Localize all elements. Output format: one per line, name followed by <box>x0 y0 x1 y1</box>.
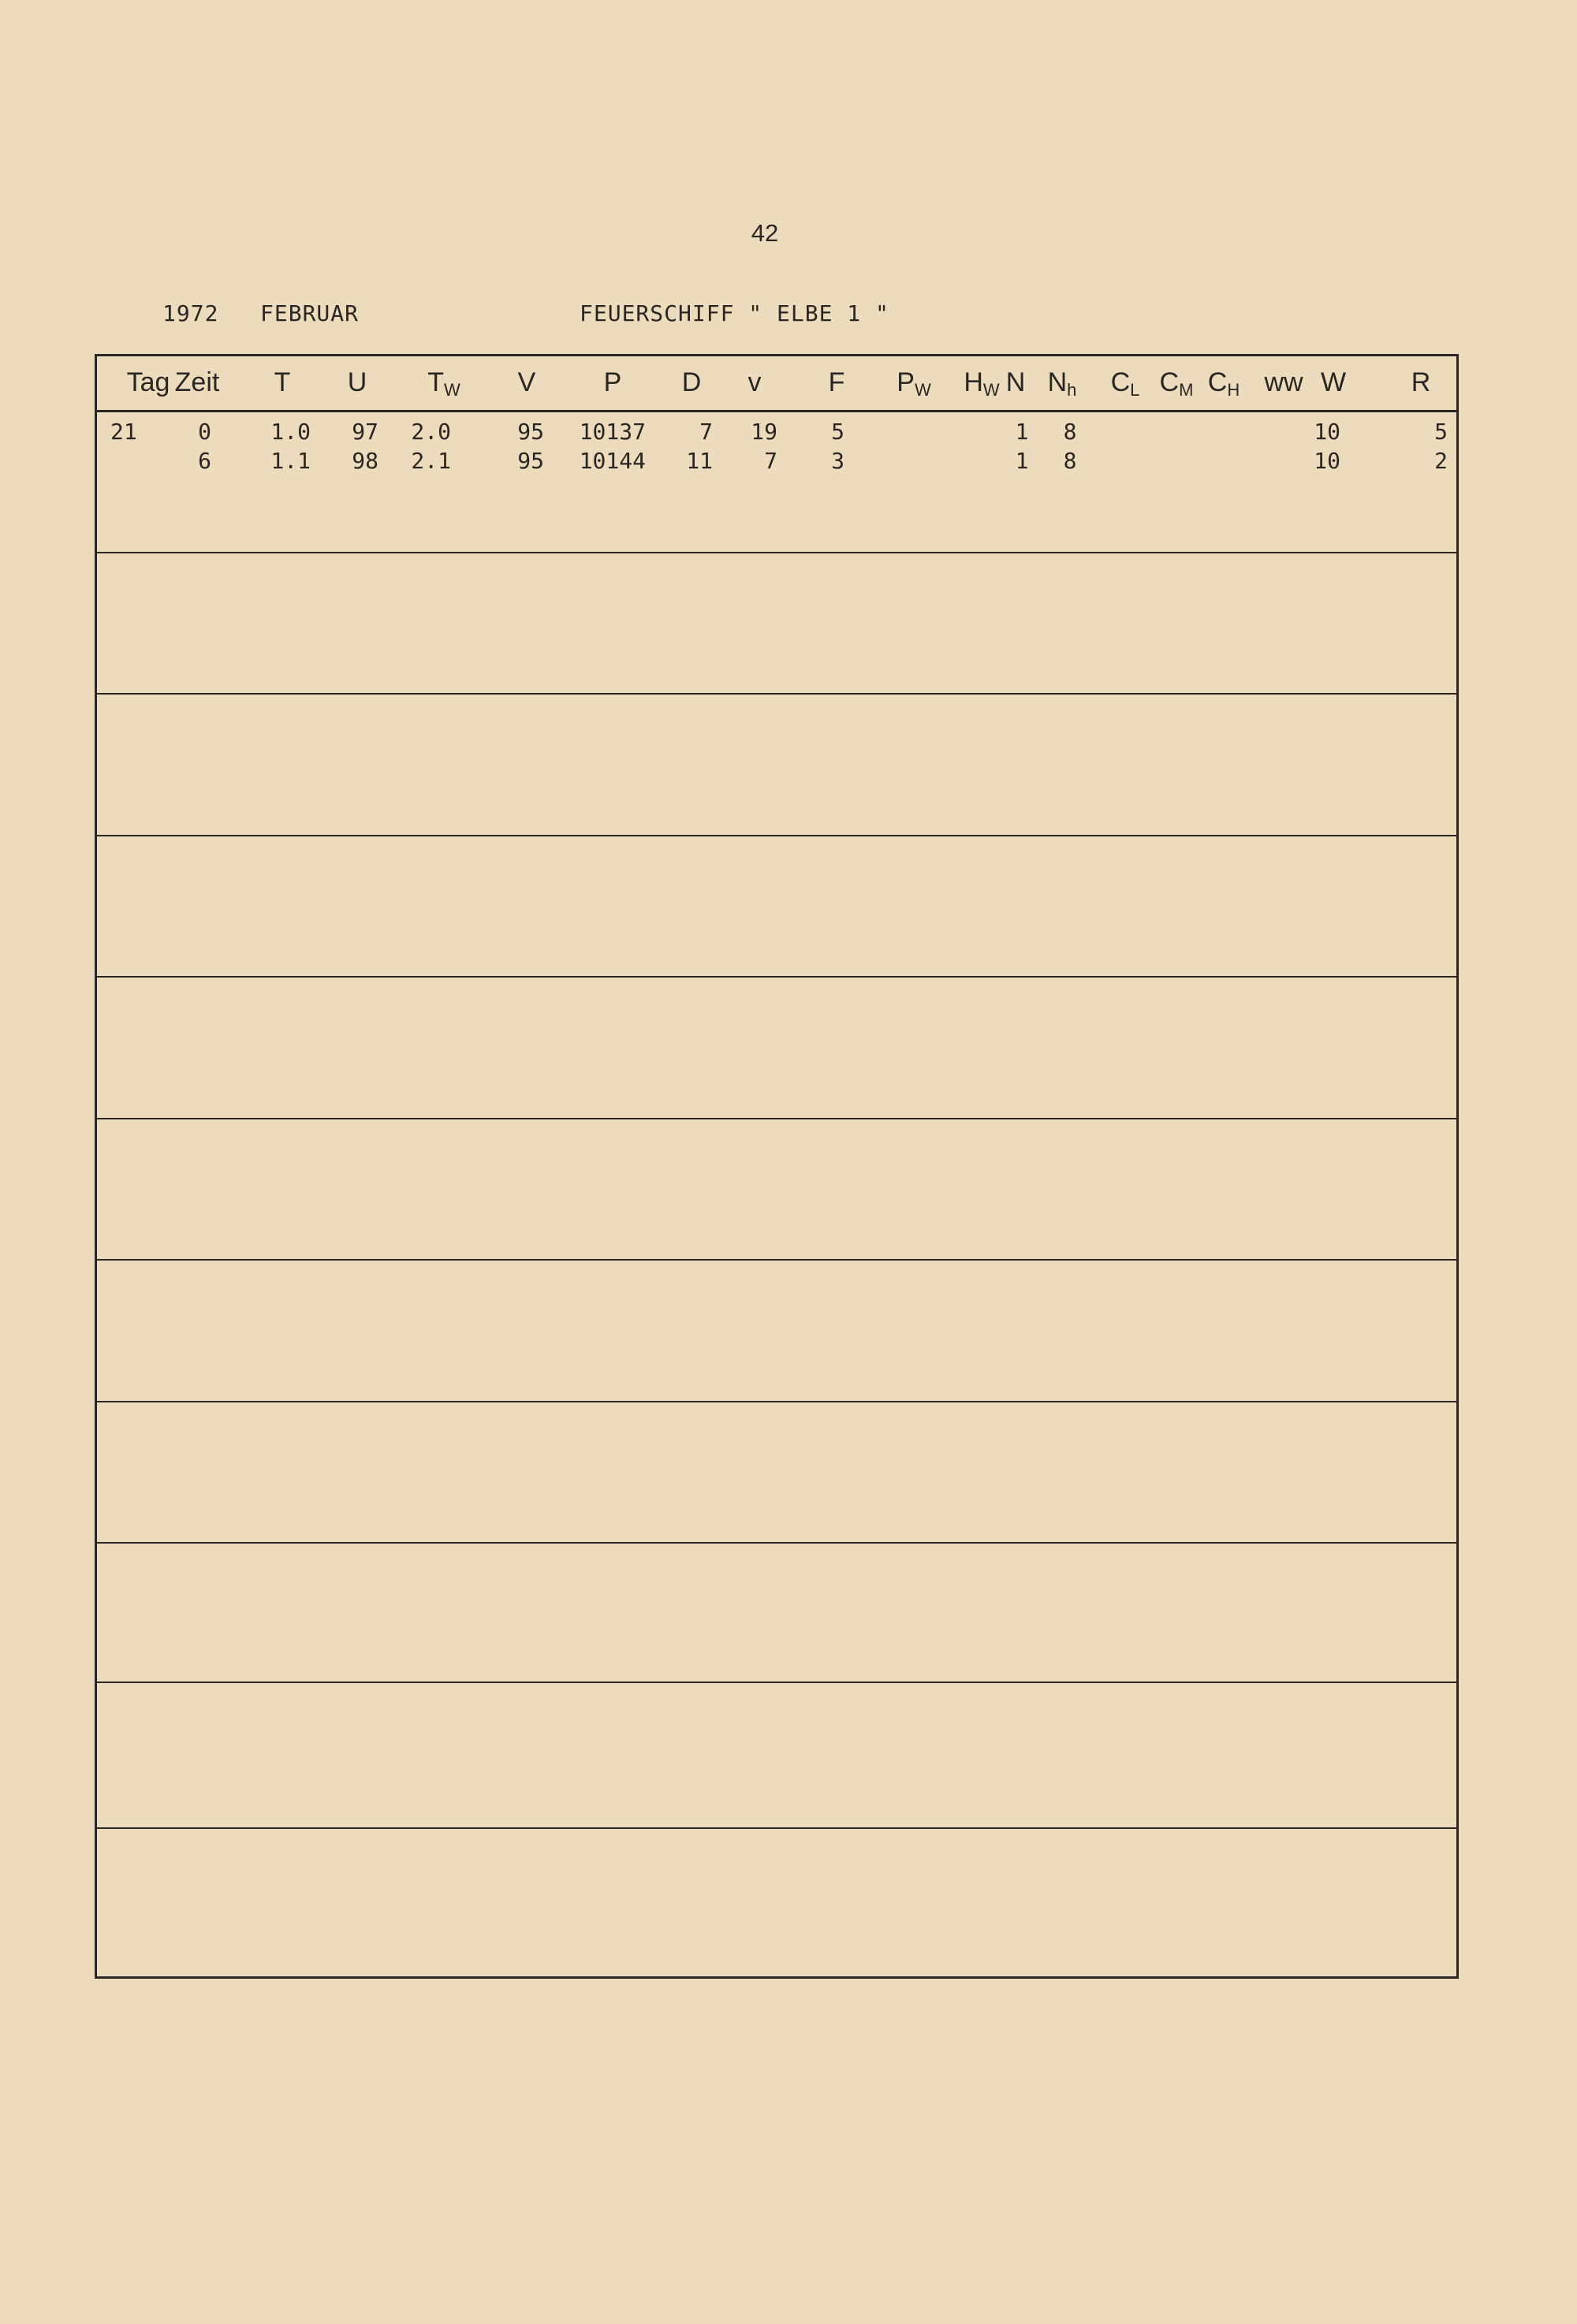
column-header <box>1006 367 1026 398</box>
table-rule <box>97 1542 1456 1544</box>
column-header <box>1264 367 1303 398</box>
column-header-label: v <box>747 367 762 397</box>
table-cell: 7 <box>699 419 713 445</box>
column-header <box>1048 367 1077 400</box>
table-rule <box>97 1259 1456 1261</box>
table-cell: 2.0 <box>411 419 451 445</box>
column-header <box>964 367 999 400</box>
table-rule <box>97 1682 1456 1683</box>
column-header-label: ww <box>1264 367 1303 397</box>
table-rule <box>97 410 1456 412</box>
column-header-label: H <box>964 367 983 397</box>
column-header-label: N <box>1047 367 1068 397</box>
table-rule <box>97 552 1456 553</box>
column-header-label: V <box>517 367 536 397</box>
column-header-subscript: W <box>444 380 460 400</box>
column-header <box>127 367 170 398</box>
column-header <box>829 367 845 398</box>
table-rule <box>97 835 1456 836</box>
table-cell: 10137 <box>579 419 646 445</box>
table-rule <box>97 1401 1456 1402</box>
data-table-frame <box>95 354 1459 1979</box>
column-header-label: U <box>347 367 367 397</box>
column-header <box>427 367 460 400</box>
table-cell: 7 <box>764 448 777 474</box>
column-header-subscript: H <box>1227 380 1240 400</box>
table-cell: 98 <box>352 448 378 474</box>
column-header-subscript: W <box>914 380 931 400</box>
column-header-label: N <box>1005 367 1026 397</box>
page-number: 42 <box>751 219 779 247</box>
column-header <box>682 367 702 398</box>
column-header-label: P <box>603 367 622 397</box>
column-header-label: C <box>1159 367 1180 397</box>
column-header-label: Zeit <box>174 367 220 397</box>
table-cell: 19 <box>751 419 777 445</box>
header-year: 1972 <box>162 300 219 326</box>
day-number: 21 <box>110 419 137 445</box>
table-cell: 8 <box>1063 448 1077 474</box>
table-rule <box>97 1827 1456 1829</box>
header-month: FEBRUAR <box>260 300 360 326</box>
column-header-label: T <box>427 367 445 397</box>
column-header <box>748 367 762 398</box>
column-header-label: D <box>681 367 702 397</box>
column-header-label: C <box>1207 367 1228 397</box>
column-header-subscript: h <box>1067 380 1077 400</box>
table-cell: 2.1 <box>411 448 451 474</box>
table-cell: 0 <box>198 419 211 445</box>
table-cell: 5 <box>831 419 844 445</box>
column-header-subscript: M <box>1179 380 1194 400</box>
table-cell: 1.1 <box>270 448 311 474</box>
header-station: FEUERSCHIFF " ELBE 1 " <box>580 300 889 326</box>
column-header <box>274 367 291 398</box>
table-cell: 3 <box>831 448 844 474</box>
column-header-label: Tag <box>126 367 170 397</box>
column-header <box>1208 367 1240 400</box>
table-cell: 10144 <box>579 448 646 474</box>
column-header-subscript: L <box>1130 380 1140 400</box>
table-cell: 1.0 <box>270 419 311 445</box>
table-cell: 10 <box>1314 448 1340 474</box>
column-header <box>518 367 536 398</box>
table-cell: 8 <box>1063 419 1077 445</box>
table-rule <box>97 1118 1456 1119</box>
column-header <box>1111 367 1140 400</box>
column-header <box>348 367 367 398</box>
column-header <box>897 367 930 400</box>
table-cell: 95 <box>517 419 544 445</box>
table-cell: 1 <box>1015 419 1029 445</box>
column-header <box>1411 367 1431 398</box>
column-header <box>604 367 622 398</box>
table-cell: 97 <box>352 419 378 445</box>
column-header <box>1321 367 1346 398</box>
column-header-subscript: W <box>982 380 1000 400</box>
table-rule <box>97 976 1456 978</box>
column-header-label: F <box>828 367 845 397</box>
table-cell: 11 <box>686 448 713 474</box>
column-header <box>1160 367 1194 400</box>
table-cell: 95 <box>517 448 544 474</box>
column-header-label: T <box>274 367 291 397</box>
table-cell: 6 <box>198 448 211 474</box>
column-header-label: R <box>1411 367 1431 397</box>
column-header-label: P <box>897 367 915 397</box>
column-header-label: C <box>1110 367 1131 397</box>
table-cell: 2 <box>1434 448 1448 474</box>
table-cell: 5 <box>1434 419 1448 445</box>
table-cell: 1 <box>1015 448 1029 474</box>
column-header <box>175 367 220 398</box>
table-cell: 10 <box>1314 419 1340 445</box>
table-rule <box>97 693 1456 695</box>
column-header-label: W <box>1320 367 1347 397</box>
